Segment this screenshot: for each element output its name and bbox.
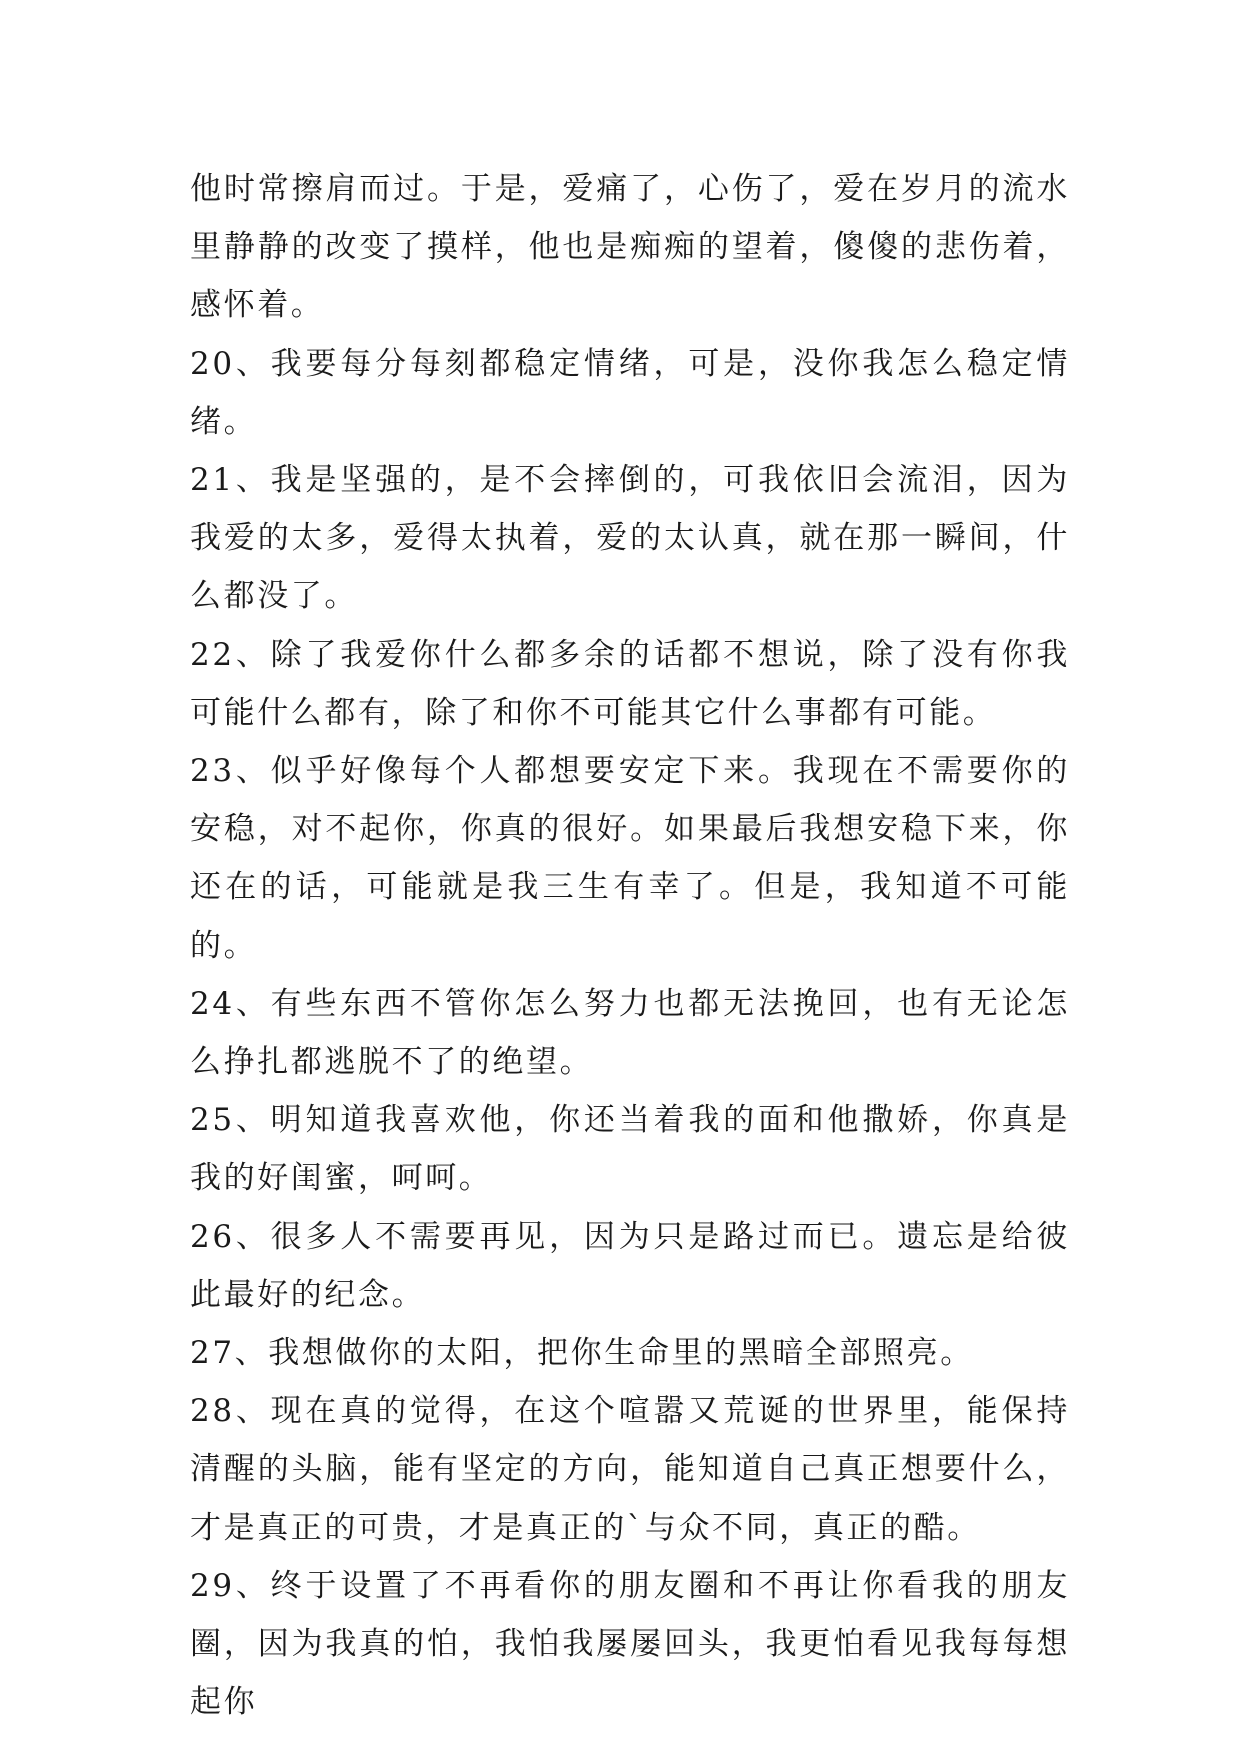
paragraph-22: 22、除了我爱你什么都多余的话都不想说，除了没有你我可能什么都有，除了和你不可能其它什么事都有可能。 (190, 636, 1070, 731)
paragraph-20: 20、我要每分每刻都稳定情绪，可是，没你我怎么稳定情绪。 (190, 345, 1070, 440)
paragraph-26: 26、很多人不需要再见，因为只是路过而已。遗忘是给彼此最好的纪念。 (190, 1218, 1070, 1313)
paragraph-25: 25、明知道我喜欢他，你还当着我的面和他撒娇，你真是我的好闺蜜，呵呵。 (190, 1102, 1070, 1197)
paragraph-28: 28、现在真的觉得，在这个喧嚣又荒诞的世界里，能保持清醒的头脑，能有坚定的方向，能知道自己真正想要什么，才是真正的可贵，才是真正的`与众不同，真正的酷。 (190, 1393, 1070, 1546)
paragraph-24: 24、有些东西不管你怎么努力也都无法挽回，也有无论怎么挣扎都逃脱不了的绝望。 (190, 985, 1070, 1081)
paragraph-23: 23、似乎好像每个人都想要安定下来。我现在不需要你的安稳，对不起你，你真的很好。如果最后我想安稳下来，你还在的话，可能就是我三生有幸了。但是，我知道不可能的。 (190, 753, 1070, 964)
paragraph-29: 29、终于设置了不再看你的朋友圈和不再让你看我的朋友圈，因为我真的怕，我怕我屡屡回头，我更怕看见我每每想起你 (190, 1567, 1070, 1721)
paragraph-27: 27、我想做你的太阳，把你生命里的黑暗全部照亮。 (190, 1335, 974, 1372)
paragraph-21: 21、我是坚强的，是不会摔倒的，可我依旧会流泪，因为我爱的太多，爱得太执着，爱的太认真，就在那一瞬间，什么都没了。 (190, 462, 1070, 615)
paragraph-continuation: 他时常擦肩而过。于是，爱痛了，心伤了，爱在岁月的流水里静静的改变了摸样，他也是痴痴的望着，傻傻的悲伤着，感怀着。 (190, 171, 1070, 324)
document-body (190, 160, 1070, 1731)
